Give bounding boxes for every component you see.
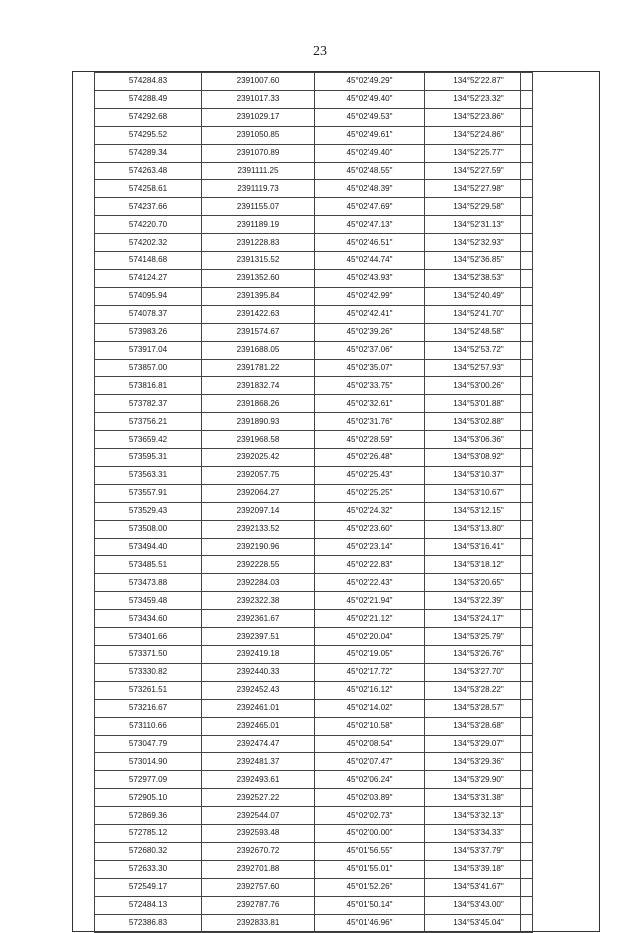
y-coordinate-cell: 2392593.48	[202, 825, 315, 843]
table-row	[95, 520, 533, 538]
table-row	[95, 449, 533, 467]
table-row	[95, 771, 533, 789]
latitude-cell: 45°02'43.93"	[315, 269, 425, 287]
y-coordinate-cell: 2391050.85	[202, 126, 315, 144]
table-row	[95, 90, 533, 108]
longitude-cell: 134°53'34.33"	[425, 825, 533, 843]
latitude-cell: 45°02'23.14"	[315, 538, 425, 556]
table-row	[95, 198, 533, 216]
y-coordinate-cell: 2392787.76	[202, 896, 315, 914]
longitude-cell: 134°53'39.18"	[425, 860, 533, 878]
table-row	[95, 914, 533, 932]
table-row	[95, 305, 533, 323]
y-coordinate-cell: 2392527.22	[202, 789, 315, 807]
table-row	[95, 73, 533, 91]
longitude-cell: 134°53'06.36"	[425, 431, 533, 449]
latitude-cell: 45°02'17.72"	[315, 663, 425, 681]
x-coordinate-cell: 573659.42	[95, 431, 202, 449]
table-row	[95, 359, 533, 377]
x-coordinate-cell: 574202.32	[95, 234, 202, 252]
longitude-cell: 134°52'25.77"	[425, 144, 533, 162]
longitude-cell: 134°53'01.88"	[425, 395, 533, 413]
x-coordinate-cell: 573047.79	[95, 735, 202, 753]
y-coordinate-cell: 2391422.63	[202, 305, 315, 323]
latitude-cell: 45°02'46.51"	[315, 234, 425, 252]
longitude-cell: 134°52'48.58"	[425, 323, 533, 341]
latitude-cell: 45°02'32.61"	[315, 395, 425, 413]
table-row	[95, 717, 533, 735]
x-coordinate-cell: 573983.26	[95, 323, 202, 341]
latitude-cell: 45°02'22.83"	[315, 556, 425, 574]
table-row	[95, 735, 533, 753]
x-coordinate-cell: 573261.51	[95, 681, 202, 699]
y-coordinate-cell: 2391017.33	[202, 90, 315, 108]
table-row	[95, 269, 533, 287]
y-coordinate-cell: 2392284.03	[202, 574, 315, 592]
x-coordinate-cell: 573529.43	[95, 502, 202, 520]
x-coordinate-cell: 573401.66	[95, 628, 202, 646]
y-coordinate-cell: 2392461.01	[202, 699, 315, 717]
x-coordinate-cell: 574095.94	[95, 287, 202, 305]
longitude-cell: 134°53'16.41"	[425, 538, 533, 556]
table-row	[95, 341, 533, 359]
longitude-cell: 134°53'24.17"	[425, 610, 533, 628]
x-coordinate-cell: 574237.66	[95, 198, 202, 216]
table-row	[95, 789, 533, 807]
table-row	[95, 860, 533, 878]
latitude-cell: 45°02'08.54"	[315, 735, 425, 753]
table-row	[95, 538, 533, 556]
latitude-cell: 45°02'26.48"	[315, 449, 425, 467]
y-coordinate-cell: 2391007.60	[202, 73, 315, 91]
longitude-cell: 134°53'28.57"	[425, 699, 533, 717]
latitude-cell: 45°01'55.01"	[315, 860, 425, 878]
table-row	[95, 842, 533, 860]
latitude-cell: 45°02'20.04"	[315, 628, 425, 646]
longitude-cell: 134°52'53.72"	[425, 341, 533, 359]
y-coordinate-cell: 2392064.27	[202, 484, 315, 502]
longitude-cell: 134°53'45.04"	[425, 914, 533, 932]
latitude-cell: 45°02'16.12"	[315, 681, 425, 699]
latitude-cell: 45°02'47.69"	[315, 198, 425, 216]
longitude-cell: 134°53'00.26"	[425, 377, 533, 395]
longitude-cell: 134°53'43.00"	[425, 896, 533, 914]
y-coordinate-cell: 2391029.17	[202, 108, 315, 126]
latitude-cell: 45°02'31.76"	[315, 413, 425, 431]
y-coordinate-cell: 2391189.19	[202, 216, 315, 234]
x-coordinate-cell: 574148.68	[95, 252, 202, 270]
y-coordinate-cell: 2392670.72	[202, 842, 315, 860]
longitude-cell: 134°53'22.39"	[425, 592, 533, 610]
longitude-cell: 134°53'41.67"	[425, 878, 533, 896]
latitude-cell: 45°01'50.14"	[315, 896, 425, 914]
x-coordinate-cell: 573473.88	[95, 574, 202, 592]
longitude-cell: 134°53'37.79"	[425, 842, 533, 860]
latitude-cell: 45°02'42.99"	[315, 287, 425, 305]
latitude-cell: 45°02'03.89"	[315, 789, 425, 807]
latitude-cell: 45°02'49.53"	[315, 108, 425, 126]
longitude-cell: 134°52'23.32"	[425, 90, 533, 108]
x-coordinate-cell: 574258.61	[95, 180, 202, 198]
longitude-cell: 134°53'25.79"	[425, 628, 533, 646]
table-row	[95, 323, 533, 341]
x-coordinate-cell: 573216.67	[95, 699, 202, 717]
x-coordinate-cell: 572633.30	[95, 860, 202, 878]
x-coordinate-cell: 573110.66	[95, 717, 202, 735]
latitude-cell: 45°02'10.58"	[315, 717, 425, 735]
x-coordinate-cell: 573014.90	[95, 753, 202, 771]
y-coordinate-cell: 2391574.67	[202, 323, 315, 341]
latitude-cell: 45°02'02.73"	[315, 807, 425, 825]
x-coordinate-cell: 573494.40	[95, 538, 202, 556]
table-row	[95, 126, 533, 144]
latitude-cell: 45°02'48.55"	[315, 162, 425, 180]
y-coordinate-cell: 2392361.67	[202, 610, 315, 628]
x-coordinate-cell: 574263.48	[95, 162, 202, 180]
latitude-cell: 45°02'47.13"	[315, 216, 425, 234]
latitude-cell: 45°02'14.02"	[315, 699, 425, 717]
latitude-cell: 45°02'49.61"	[315, 126, 425, 144]
latitude-cell: 45°02'44.74"	[315, 252, 425, 270]
y-coordinate-cell: 2392757.60	[202, 878, 315, 896]
y-coordinate-cell: 2392493.61	[202, 771, 315, 789]
x-coordinate-cell: 574288.49	[95, 90, 202, 108]
x-coordinate-cell: 572680.32	[95, 842, 202, 860]
longitude-cell: 134°53'28.68"	[425, 717, 533, 735]
latitude-cell: 45°02'21.94"	[315, 592, 425, 610]
longitude-cell: 134°53'12.15"	[425, 502, 533, 520]
x-coordinate-cell: 574078.37	[95, 305, 202, 323]
x-coordinate-cell: 572905.10	[95, 789, 202, 807]
y-coordinate-cell: 2391968.58	[202, 431, 315, 449]
y-coordinate-cell: 2392452.43	[202, 681, 315, 699]
table-row	[95, 431, 533, 449]
y-coordinate-cell: 2391228.83	[202, 234, 315, 252]
latitude-cell: 45°02'25.43"	[315, 466, 425, 484]
table-row	[95, 825, 533, 843]
x-coordinate-cell: 573434.60	[95, 610, 202, 628]
longitude-cell: 134°53'29.90"	[425, 771, 533, 789]
x-coordinate-cell: 573330.82	[95, 663, 202, 681]
x-coordinate-cell: 574289.34	[95, 144, 202, 162]
table-row	[95, 574, 533, 592]
longitude-cell: 134°52'22.87"	[425, 73, 533, 91]
latitude-cell: 45°02'06.24"	[315, 771, 425, 789]
longitude-cell: 134°53'08.92"	[425, 449, 533, 467]
table-row	[95, 466, 533, 484]
x-coordinate-cell: 573508.00	[95, 520, 202, 538]
table-row	[95, 896, 533, 914]
longitude-cell: 134°52'36.85"	[425, 252, 533, 270]
longitude-cell: 134°52'24.86"	[425, 126, 533, 144]
x-coordinate-cell: 573563.31	[95, 466, 202, 484]
latitude-cell: 45°02'42.41"	[315, 305, 425, 323]
table-row	[95, 628, 533, 646]
latitude-cell: 45°01'46.96"	[315, 914, 425, 932]
latitude-cell: 45°02'19.05"	[315, 646, 425, 664]
table-row	[95, 144, 533, 162]
longitude-cell: 134°52'40.49"	[425, 287, 533, 305]
y-coordinate-cell: 2391155.07	[202, 198, 315, 216]
table-row	[95, 484, 533, 502]
y-coordinate-cell: 2391119.73	[202, 180, 315, 198]
y-coordinate-cell: 2392397.51	[202, 628, 315, 646]
y-coordinate-cell: 2392833.81	[202, 914, 315, 932]
latitude-cell: 45°02'49.29"	[315, 73, 425, 91]
longitude-cell: 134°52'32.93"	[425, 234, 533, 252]
longitude-cell: 134°52'27.98"	[425, 180, 533, 198]
x-coordinate-cell: 574124.27	[95, 269, 202, 287]
latitude-cell: 45°02'37.06"	[315, 341, 425, 359]
table-row	[95, 413, 533, 431]
y-coordinate-cell: 2392025.42	[202, 449, 315, 467]
table-row	[95, 556, 533, 574]
latitude-cell: 45°02'21.12"	[315, 610, 425, 628]
x-coordinate-cell: 572549.17	[95, 878, 202, 896]
y-coordinate-cell: 2391070.89	[202, 144, 315, 162]
x-coordinate-cell: 573595.31	[95, 449, 202, 467]
table-row	[95, 681, 533, 699]
table-row	[95, 252, 533, 270]
table-row	[95, 878, 533, 896]
x-coordinate-cell: 573371.50	[95, 646, 202, 664]
table-row	[95, 287, 533, 305]
x-coordinate-cell: 572785.12	[95, 825, 202, 843]
table-row	[95, 502, 533, 520]
y-coordinate-cell: 2391352.60	[202, 269, 315, 287]
x-coordinate-cell: 574284.83	[95, 73, 202, 91]
y-coordinate-cell: 2391781.22	[202, 359, 315, 377]
longitude-cell: 134°53'27.70"	[425, 663, 533, 681]
longitude-cell: 134°52'57.93"	[425, 359, 533, 377]
latitude-cell: 45°02'23.60"	[315, 520, 425, 538]
table-row	[95, 108, 533, 126]
longitude-cell: 134°52'41.70"	[425, 305, 533, 323]
latitude-cell: 45°02'33.75"	[315, 377, 425, 395]
x-coordinate-cell: 573485.51	[95, 556, 202, 574]
latitude-cell: 45°02'49.40"	[315, 90, 425, 108]
longitude-cell: 134°53'02.88"	[425, 413, 533, 431]
longitude-cell: 134°53'13.80"	[425, 520, 533, 538]
table-row	[95, 807, 533, 825]
x-coordinate-cell: 573557.91	[95, 484, 202, 502]
longitude-cell: 134°53'31.38"	[425, 789, 533, 807]
latitude-cell: 45°02'25.25"	[315, 484, 425, 502]
x-coordinate-cell: 573782.37	[95, 395, 202, 413]
y-coordinate-cell: 2391832.74	[202, 377, 315, 395]
x-coordinate-cell: 573816.81	[95, 377, 202, 395]
x-coordinate-cell: 574295.52	[95, 126, 202, 144]
table-row	[95, 377, 533, 395]
y-coordinate-cell: 2392057.75	[202, 466, 315, 484]
page-number: 23	[313, 44, 327, 59]
longitude-cell: 134°53'18.12"	[425, 556, 533, 574]
y-coordinate-cell: 2392322.38	[202, 592, 315, 610]
y-coordinate-cell: 2392701.88	[202, 860, 315, 878]
longitude-cell: 134°53'26.76"	[425, 646, 533, 664]
latitude-cell: 45°01'52.26"	[315, 878, 425, 896]
y-coordinate-cell: 2392440.33	[202, 663, 315, 681]
x-coordinate-cell: 573917.04	[95, 341, 202, 359]
y-coordinate-cell: 2392419.18	[202, 646, 315, 664]
y-coordinate-cell: 2392474.47	[202, 735, 315, 753]
table-row	[95, 180, 533, 198]
longitude-cell: 134°53'32.13"	[425, 807, 533, 825]
x-coordinate-cell: 572386.83	[95, 914, 202, 932]
x-coordinate-cell: 572484.13	[95, 896, 202, 914]
y-coordinate-cell: 2392190.96	[202, 538, 315, 556]
table-row	[95, 216, 533, 234]
y-coordinate-cell: 2392481.37	[202, 753, 315, 771]
table-row	[95, 646, 533, 664]
y-coordinate-cell: 2391315.52	[202, 252, 315, 270]
table-row	[95, 610, 533, 628]
latitude-cell: 45°02'39.26"	[315, 323, 425, 341]
longitude-cell: 134°53'28.22"	[425, 681, 533, 699]
latitude-cell: 45°02'49.40"	[315, 144, 425, 162]
coordinates-table	[94, 72, 533, 933]
y-coordinate-cell: 2392097.14	[202, 502, 315, 520]
latitude-cell: 45°02'28.59"	[315, 431, 425, 449]
latitude-cell: 45°02'07.47"	[315, 753, 425, 771]
y-coordinate-cell: 2391890.93	[202, 413, 315, 431]
y-coordinate-cell: 2391868.26	[202, 395, 315, 413]
longitude-cell: 134°52'27.59"	[425, 162, 533, 180]
longitude-cell: 134°52'23.86"	[425, 108, 533, 126]
longitude-cell: 134°53'10.37"	[425, 466, 533, 484]
y-coordinate-cell: 2391395.84	[202, 287, 315, 305]
y-coordinate-cell: 2392228.55	[202, 556, 315, 574]
x-coordinate-cell: 572977.09	[95, 771, 202, 789]
x-coordinate-cell: 574220.70	[95, 216, 202, 234]
table-row	[95, 699, 533, 717]
table-row	[95, 234, 533, 252]
longitude-cell: 134°52'31.13"	[425, 216, 533, 234]
table-row	[95, 663, 533, 681]
x-coordinate-cell: 573857.00	[95, 359, 202, 377]
y-coordinate-cell: 2391111.25	[202, 162, 315, 180]
longitude-cell: 134°52'29.58"	[425, 198, 533, 216]
latitude-cell: 45°01'56.55"	[315, 842, 425, 860]
table-right-border	[520, 71, 521, 932]
y-coordinate-cell: 2391688.05	[202, 341, 315, 359]
x-coordinate-cell: 573756.21	[95, 413, 202, 431]
latitude-cell: 45°02'24.32"	[315, 502, 425, 520]
longitude-cell: 134°53'29.36"	[425, 753, 533, 771]
longitude-cell: 134°52'38.53"	[425, 269, 533, 287]
y-coordinate-cell: 2392544.07	[202, 807, 315, 825]
latitude-cell: 45°02'35.07"	[315, 359, 425, 377]
x-coordinate-cell: 572869.36	[95, 807, 202, 825]
x-coordinate-cell: 574292.68	[95, 108, 202, 126]
y-coordinate-cell: 2392465.01	[202, 717, 315, 735]
latitude-cell: 45°02'48.39"	[315, 180, 425, 198]
table-row	[95, 395, 533, 413]
table-row	[95, 592, 533, 610]
latitude-cell: 45°02'22.43"	[315, 574, 425, 592]
x-coordinate-cell: 573459.48	[95, 592, 202, 610]
longitude-cell: 134°53'10.67"	[425, 484, 533, 502]
y-coordinate-cell: 2392133.52	[202, 520, 315, 538]
longitude-cell: 134°53'20.65"	[425, 574, 533, 592]
table-row	[95, 753, 533, 771]
latitude-cell: 45°02'00.00"	[315, 825, 425, 843]
table-row	[95, 162, 533, 180]
longitude-cell: 134°53'29.07"	[425, 735, 533, 753]
